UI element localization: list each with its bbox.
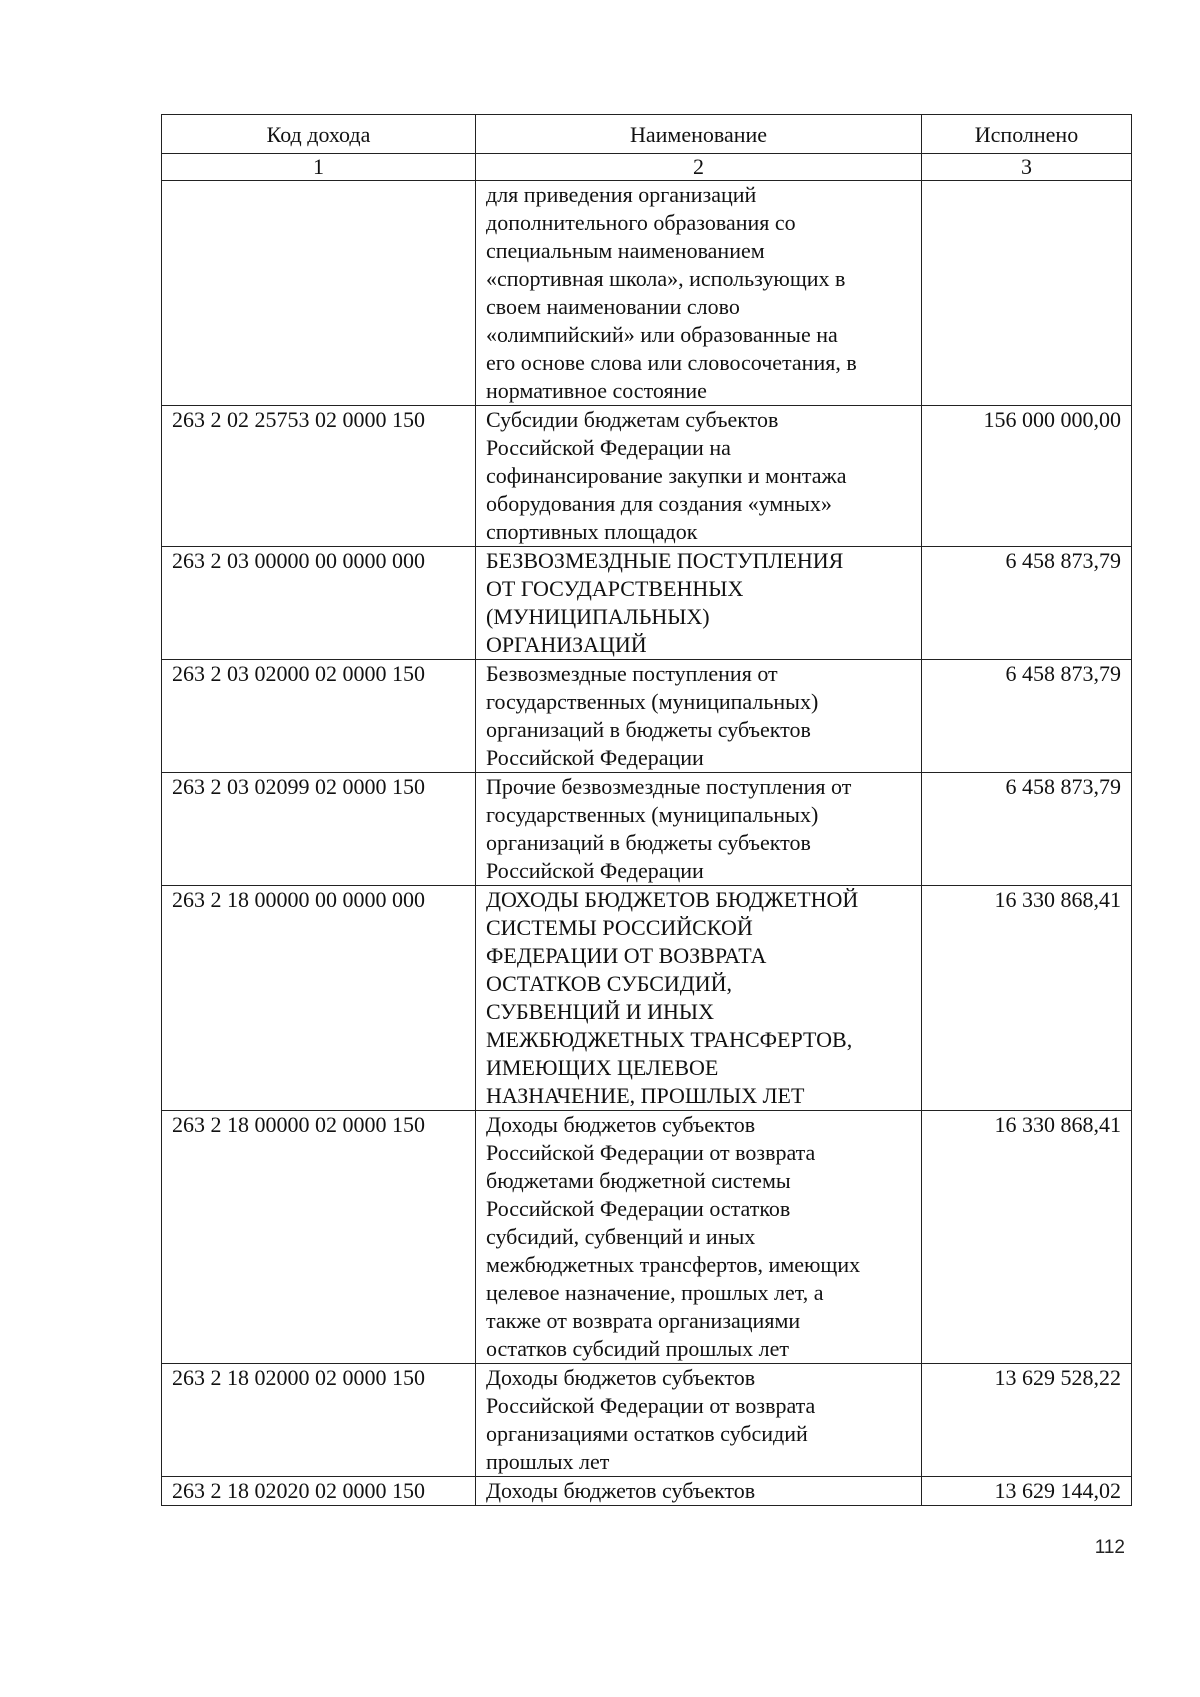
revenue-table bbox=[161, 114, 1132, 1506]
table-row bbox=[162, 1477, 1132, 1506]
row-amount: 156 000 000,00 bbox=[922, 406, 1132, 547]
table-row bbox=[162, 181, 1132, 406]
row-name: Субсидии бюджетам субъектов Российской Федерации на софинансирование закупки и монтажа оборудования для создания «умных» спортивных площадок bbox=[476, 406, 922, 547]
row-name: Доходы бюджетов субъектов Российской Федерации от возврата бюджетами бюджетной системы Российской Федерации остатков субсидий, субвенций и иных межбюджетных трансфертов, имеющих целевое назначение, прошлых лет, а также от возврата организациями остатков субсидий прошлых лет bbox=[476, 1111, 922, 1364]
table-row bbox=[162, 547, 1132, 660]
page-number: 112 bbox=[1094, 1537, 1125, 1558]
column-number-name: 2 bbox=[476, 154, 922, 181]
header-amount: Исполнено bbox=[922, 115, 1132, 154]
row-code: 263 2 18 00000 00 0000 000 bbox=[162, 886, 476, 1111]
row-code bbox=[162, 181, 476, 406]
row-code: 263 2 03 02099 02 0000 150 bbox=[162, 773, 476, 886]
row-code: 263 2 02 25753 02 0000 150 bbox=[162, 406, 476, 547]
row-name: Доходы бюджетов субъектов bbox=[476, 1477, 922, 1506]
row-code: 263 2 03 00000 00 0000 000 bbox=[162, 547, 476, 660]
row-code: 263 2 18 02020 02 0000 150 bbox=[162, 1477, 476, 1506]
row-amount: 6 458 873,79 bbox=[922, 773, 1132, 886]
header-name: Наименование bbox=[476, 115, 922, 154]
row-amount: 6 458 873,79 bbox=[922, 547, 1132, 660]
column-number-amount: 3 bbox=[922, 154, 1132, 181]
header-code: Код дохода bbox=[162, 115, 476, 154]
row-amount: 13 629 144,02 bbox=[922, 1477, 1132, 1506]
row-code: 263 2 03 02000 02 0000 150 bbox=[162, 660, 476, 773]
row-code: 263 2 18 02000 02 0000 150 bbox=[162, 1364, 476, 1477]
row-amount: 16 330 868,41 bbox=[922, 886, 1132, 1111]
row-name: Прочие безвозмездные поступления от государственных (муниципальных) организаций в бюджеты субъектов Российской Федерации bbox=[476, 773, 922, 886]
row-amount: 13 629 528,22 bbox=[922, 1364, 1132, 1477]
row-name: БЕЗВОЗМЕЗДНЫЕ ПОСТУПЛЕНИЯ ОТ ГОСУДАРСТВЕННЫХ (МУНИЦИПАЛЬНЫХ) ОРГАНИЗАЦИЙ bbox=[476, 547, 922, 660]
row-name: ДОХОДЫ БЮДЖЕТОВ БЮДЖЕТНОЙ СИСТЕМЫ РОССИЙСКОЙ ФЕДЕРАЦИИ ОТ ВОЗВРАТА ОСТАТКОВ СУБСИДИЙ, СУБВЕНЦИЙ И ИНЫХ МЕЖБЮДЖЕТНЫХ ТРАНСФЕРТОВ, ИМЕЮЩИХ ЦЕЛЕВОЕ НАЗНАЧЕНИЕ, ПРОШЛЫХ ЛЕТ bbox=[476, 886, 922, 1111]
table-row bbox=[162, 660, 1132, 773]
table-header-row bbox=[162, 115, 1132, 154]
table-row bbox=[162, 773, 1132, 886]
row-name: Безвозмездные поступления от государственных (муниципальных) организаций в бюджеты субъектов Российской Федерации bbox=[476, 660, 922, 773]
row-amount bbox=[922, 181, 1132, 406]
row-amount: 6 458 873,79 bbox=[922, 660, 1132, 773]
row-amount: 16 330 868,41 bbox=[922, 1111, 1132, 1364]
column-number-code: 1 bbox=[162, 154, 476, 181]
row-code: 263 2 18 00000 02 0000 150 bbox=[162, 1111, 476, 1364]
table-row bbox=[162, 406, 1132, 547]
row-name: для приведения организаций дополнительного образования со специальным наименованием «спортивная школа», использующих в своем наименовании слово «олимпийский» или образованные на его основе слова или словосочетания, в нормативное состояние bbox=[476, 181, 922, 406]
column-number-row bbox=[162, 154, 1132, 181]
row-name: Доходы бюджетов субъектов Российской Федерации от возврата организациями остатков субсидий прошлых лет bbox=[476, 1364, 922, 1477]
table-row bbox=[162, 1364, 1132, 1477]
table-row bbox=[162, 1111, 1132, 1364]
table-row bbox=[162, 886, 1132, 1111]
